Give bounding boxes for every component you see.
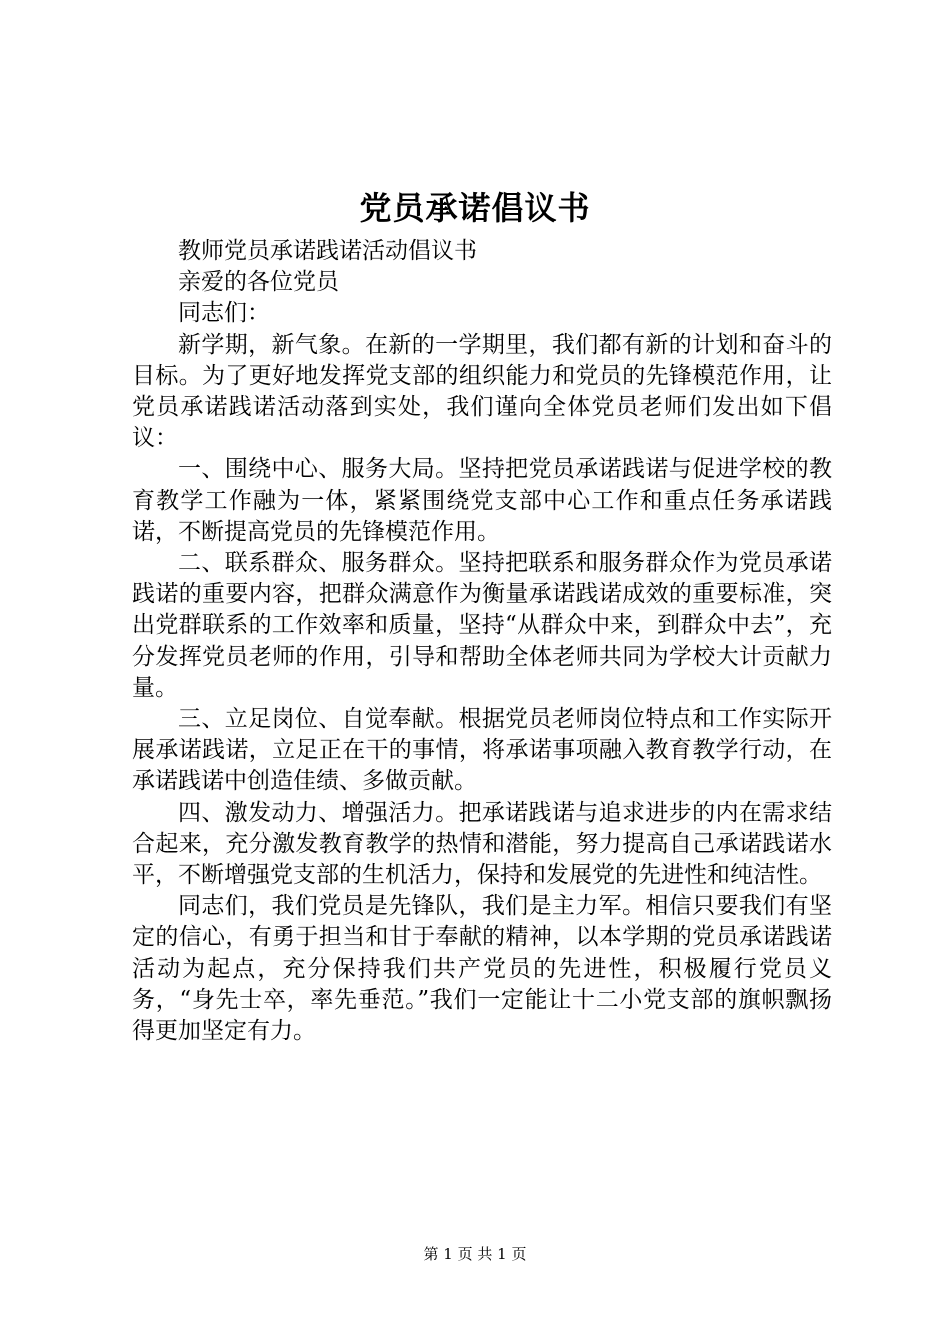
closing-paragraph: 同志们，我们党员是先锋队，我们是主力军。相信只要我们有坚定的信心，有勇于担当和甘于奉献的精神，以本学期的党员承诺践诺活动为起点，充分保持我们共产党员的先进性，积极履行党员义务，“身先士卒，率先垂范。”我们一定能让十二小党支部的旗帜飘扬得更加坚定有力。 bbox=[132, 893, 832, 1045]
subtitle-paragraph: 教师党员承诺践诺活动倡议书 bbox=[178, 238, 477, 264]
intro-paragraph: 新学期，新气象。在新的一学期里，我们都有新的计划和奋斗的目标。为了更好地发挥党支部的组织能力和党员的先锋模范作用，让党员承诺践诺活动落到实处，我们谨向全体党员老师们发出如下倡议： bbox=[132, 331, 832, 452]
page-footer: 第 1 页 共 1 页 bbox=[423, 1245, 527, 1263]
salutation-paragraph: 亲爱的各位党员 bbox=[178, 269, 339, 296]
proposal-4-paragraph: 四、激发动力、增强活力。把承诺践诺与追求进步的内在需求结合起来，充分激发教育教学的热情和潜能，努力提高自己承诺践诺水平，不断增强党支部的生机活力，保持和发展党的先进性和纯洁性。 bbox=[132, 799, 832, 889]
proposal-2-paragraph: 二、联系群众、服务群众。坚持把联系和服务群众作为党员承诺践诺的重要内容，把群众满意作为衡量承诺践诺成效的重要标准，突出党群联系的工作效率和质量，坚持“从群众中来，到群众中去”，充分发挥党员老师的作用，引导和帮助全体老师共同为学校大计贡献力量。 bbox=[132, 550, 832, 701]
greeting-paragraph: 同志们： bbox=[178, 300, 270, 327]
document-body bbox=[132, 236, 832, 1047]
proposal-3-paragraph: 三、立足岗位、自觉奉献。根据党员老师岗位特点和工作实际开展承诺践诺，立足正在干的事情，将承诺事项融入教育教学行动，在承诺践诺中创造佳绩、多做贡献。 bbox=[132, 706, 832, 795]
document-title: 党员承诺倡议书 bbox=[359, 189, 591, 227]
proposal-1-paragraph: 一、围绕中心、服务大局。坚持把党员承诺践诺与促进学校的教育教学工作融为一体，紧紧围绕党支部中心工作和重点任务承诺践诺，不断提高党员的先锋模范作用。 bbox=[132, 456, 832, 545]
